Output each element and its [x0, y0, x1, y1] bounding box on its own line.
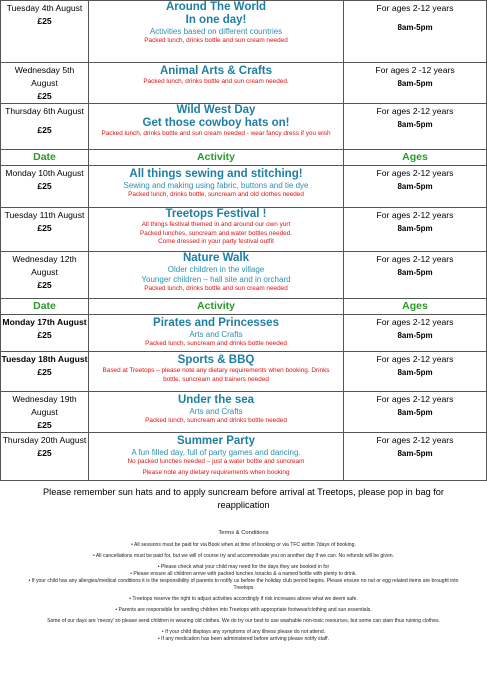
header-ages: Ages [344, 299, 487, 315]
activity-title: All things sewing and stitching! [129, 168, 303, 180]
activity-note: Packed lunch, drinks bottle and sun cream needed. [143, 78, 289, 85]
activity-cell [89, 433, 344, 481]
activity-note: Please note any dietary requirements when booking [142, 468, 290, 476]
hours-label: 8am-5pm [397, 331, 433, 340]
activity-note: Come dressed in your party festival outfit [158, 238, 274, 245]
activity-note: Packed lunch, drinks bottle and sun cream needed [144, 285, 288, 292]
ages-label: For ages 2-12 years [376, 394, 454, 404]
price: £25 [37, 223, 52, 233]
activity-description: Arts and Crafts [189, 330, 243, 339]
schedule-row [1, 392, 487, 433]
date-cell [1, 433, 89, 481]
activity-note: No packed lunches needed – just a water bottle and suncream [127, 458, 305, 465]
day-label: Monday 17th August [2, 317, 87, 327]
activity-title: Animal Arts & Crafts [159, 65, 273, 77]
activity-description: Activities based on different countries [149, 27, 283, 36]
table-header-row [1, 150, 487, 166]
terms-item: • All cancellations must be paid for, but we will of course try and accommodate you on another day if we can. No refunds will be given. [92, 553, 395, 559]
activity-note: Packed lunch, suncream and drinks bottle needed [145, 340, 287, 347]
hours-label: 8am-5pm [397, 268, 433, 277]
header-date: Date [1, 150, 89, 166]
price: £25 [37, 420, 52, 430]
ages-label: For ages 2 -12 years [375, 65, 455, 75]
hours-label: 8am-5pm [397, 79, 433, 88]
day-label: Tuesday 4th August [6, 3, 83, 13]
ages-cell [344, 208, 487, 252]
ages-cell [344, 315, 487, 352]
hours-label: 8am-5pm [397, 408, 433, 417]
header-ages: Ages [344, 150, 487, 166]
price: £25 [37, 280, 52, 290]
date-cell [1, 1, 89, 63]
schedule-row [1, 315, 487, 352]
ages-cell [344, 166, 487, 208]
activity-title: Treetops Festival ! [165, 208, 267, 220]
activity-description: A fun filled day, full of party games and dancing. [131, 448, 301, 457]
schedule-row [1, 104, 487, 150]
hours-label: 8am-5pm [397, 224, 433, 233]
activity-cell [89, 352, 344, 392]
hours-label: 8am-5pm [397, 182, 433, 191]
terms-item: • Treetops reserve the right to adjust activities accordingly if risk increases above what we deem safe. [129, 596, 358, 602]
schedule-row [1, 433, 487, 481]
hours-label: 8am-5pm [397, 449, 433, 458]
day-label: Tuesday 11th August [4, 210, 85, 220]
terms-item: • If your child has any allergies/medical conditions it is the responsibility of parents to notify us before the holiday club period begins. Please ensure no nut or egg related items are brought into Treetops [28, 578, 459, 591]
ages-cell [344, 352, 487, 392]
ages-label: For ages 2-12 years [376, 210, 454, 220]
ages-label: For ages 2-12 years [376, 106, 454, 116]
ages-label: For ages 2-12 years [376, 354, 454, 364]
day-label: Tuesday 18th August [1, 354, 88, 364]
header-activity: Activity [89, 299, 344, 315]
activity-cell [89, 208, 344, 252]
activity-title: Wild West Day [176, 104, 256, 116]
ages-label: For ages 2-12 years [376, 168, 454, 178]
day-label: Wednesday 12th August [12, 254, 77, 277]
ages-cell [344, 1, 487, 63]
day-label: Monday 10th August [5, 168, 84, 178]
header-date: Date [1, 299, 89, 315]
date-cell [1, 315, 89, 352]
hours-label: 8am-5pm [397, 23, 433, 32]
hours-label: 8am-5pm [397, 120, 433, 129]
ages-label: For ages 2-12 years [376, 254, 454, 264]
activity-title: Summer Party [177, 435, 255, 447]
schedule-row [1, 166, 487, 208]
activity-cell [89, 252, 344, 299]
terms-heading: Terms & Conditions [218, 530, 269, 536]
price: £25 [37, 181, 52, 191]
activity-subtitle: In one day! [185, 14, 247, 26]
activity-cell [89, 166, 344, 208]
schedule-row [1, 63, 487, 104]
activity-title: Pirates and Princesses [153, 317, 279, 329]
schedule-row [1, 1, 487, 63]
terms-item: Some of our days are 'messy' so please send children in wearing old clothes. We do try our best to use washable non-toxic resources, but some can stain thus ruining clothes. [47, 618, 440, 624]
activity-note: Packed lunch, suncream and drinks bottle needed [145, 417, 287, 424]
terms-item: • If any medication has been administered before arriving please notify staff. [157, 636, 329, 642]
activity-cell [89, 1, 344, 63]
price: £25 [37, 448, 52, 458]
ages-label: For ages 2-12 years [376, 3, 454, 13]
schedule-row [1, 208, 487, 252]
price: £25 [37, 91, 52, 101]
date-cell [1, 166, 89, 208]
ages-cell [344, 63, 487, 104]
activity-description: Younger children – hall site and in orchard [141, 275, 291, 284]
activity-note: Packed lunch, drinks bottle, suncream and old clothes needed [128, 191, 304, 198]
activity-cell [89, 63, 344, 104]
date-cell [1, 63, 89, 104]
header-activity: Activity [89, 150, 344, 166]
date-cell [1, 352, 89, 392]
terms-item: • Please check what your child may need for the days they are booked in for [157, 564, 330, 570]
activity-description: Arts and Crafts [189, 407, 243, 416]
ages-label: For ages 2-12 years [376, 317, 454, 327]
price: £25 [37, 16, 52, 26]
date-cell [1, 252, 89, 299]
terms-item: • All sessions must be paid for via Book when at time of booking or via TFC within 7days of booking. [131, 542, 356, 548]
hours-label: 8am-5pm [397, 368, 433, 377]
activity-cell [89, 392, 344, 433]
schedule-row [1, 352, 487, 392]
price: £25 [37, 125, 52, 135]
date-cell [1, 392, 89, 433]
day-label: Wednesday 19th August [12, 394, 77, 417]
activity-subtitle: Get those cowboy hats on! [142, 117, 290, 129]
activity-title: Nature Walk [182, 252, 250, 264]
activity-note: Based at Treetops – please note any dietary requirements when booking. Drinks bottle, suncream and trainers needed [102, 367, 330, 383]
activity-cell [89, 315, 344, 352]
ages-cell [344, 433, 487, 481]
activity-title: Sports & BBQ [177, 354, 255, 366]
ages-label: For ages 2-12 years [376, 435, 454, 445]
day-label: Thursday 6th August [5, 106, 84, 116]
ages-cell [344, 252, 487, 299]
terms-item: • Please ensure all children arrive with packed lunches /snacks & a named bottle with plenty to drink. [130, 571, 357, 577]
day-label: Wednesday 5th August [14, 65, 75, 88]
schedule-row [1, 252, 487, 299]
terms-item: • Parents are responsible for sending children into Treetops with appropriate footwear/clothing and sun essentials. [115, 607, 372, 613]
day-label: Thursday 20th August [2, 435, 87, 445]
activity-note: All things festival themed in and around our own yurt [141, 221, 291, 228]
activity-description: Sewing and making using fabric, buttons and tie dye [123, 181, 309, 190]
date-cell [1, 104, 89, 150]
terms-item: • If your child displays any symptoms of any illness please do not attend. [161, 629, 326, 635]
activity-cell [89, 104, 344, 150]
activity-note: Packed lunches, suncream and water bottles needed. [139, 229, 293, 237]
date-cell [1, 208, 89, 252]
activity-title: Under the sea [177, 394, 255, 406]
activity-title: Around The World [165, 1, 267, 13]
activity-note: Packed lunch, drinks bottle and sun cream needed - wear fancy dress if you wish [101, 130, 331, 137]
price: £25 [37, 330, 52, 340]
table-header-row [1, 299, 487, 315]
ages-cell [344, 104, 487, 150]
activity-description: Older children in the village [167, 265, 265, 274]
terms-and-conditions [0, 530, 487, 647]
suncream-reminder: Please remember sun hats and to apply suncream before arrival at Treetops, please pop in bag for reapplication [43, 487, 444, 510]
price: £25 [37, 367, 52, 377]
ages-cell [344, 392, 487, 433]
activity-note: Packed lunch, drinks bottle and sun cream needed [144, 37, 288, 44]
